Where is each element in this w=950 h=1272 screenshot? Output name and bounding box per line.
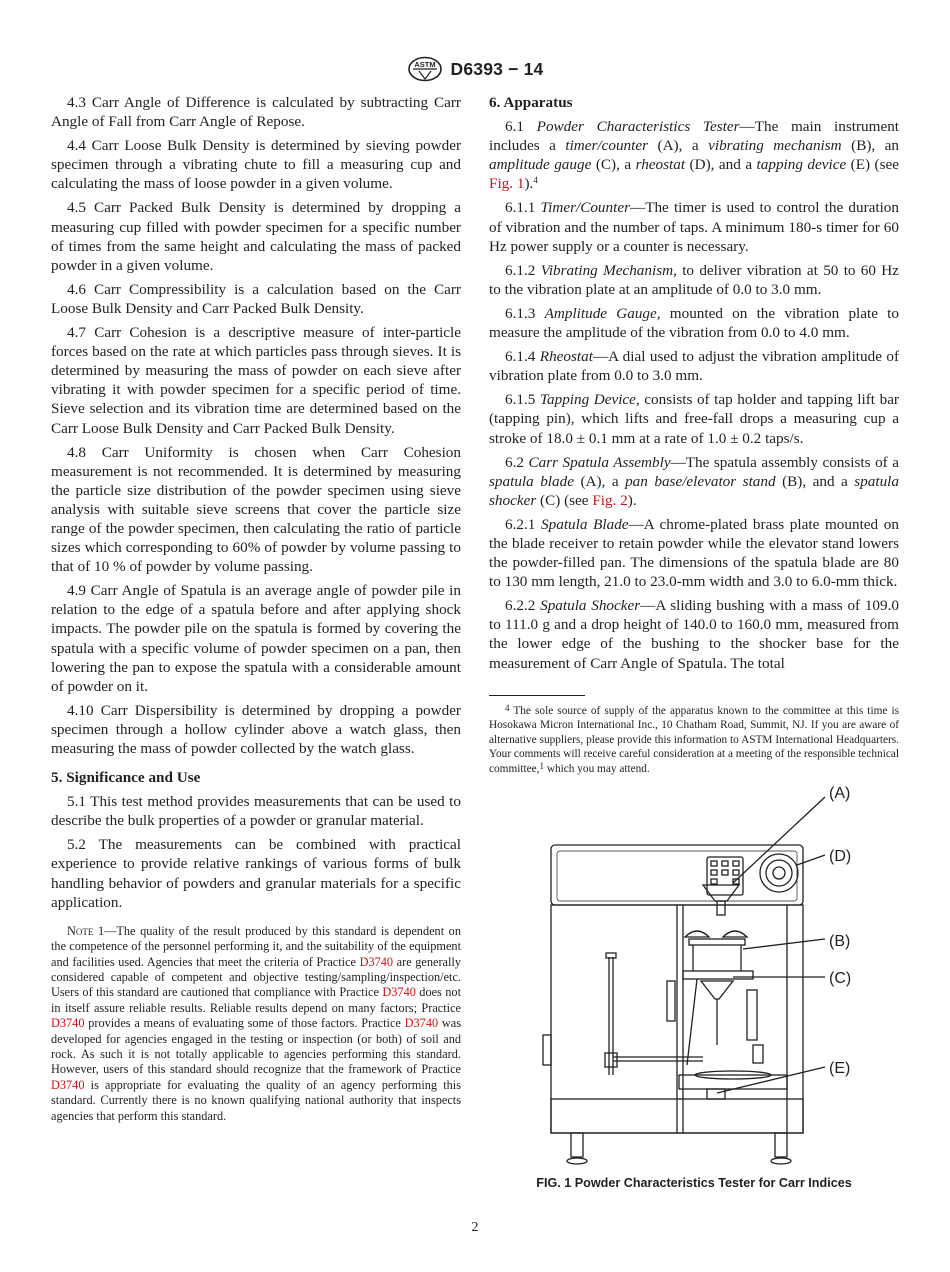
page-number: 2 xyxy=(471,1220,479,1235)
label-b: (B) xyxy=(829,933,851,950)
tapping-device xyxy=(679,1075,787,1089)
note-label: Note 1 xyxy=(67,923,105,938)
d3740-link[interactable]: D3740 xyxy=(51,1077,85,1092)
paragraph-6-1: 6.1 Powder Characteristics Tester—The main instrument includes a timer/counter (A), a vibrating mechanism (B), an amplitude gauge (C), a rheostat (D), and a tapping device (E) (see Fig. 1).$^4$ xyxy=(489,118,900,193)
paragraph-4-6: 4.6 Carr Compressibility is a calculation based on the Carr Loose Bulk Density and Carr Packed Bulk Density. xyxy=(51,280,461,317)
paragraph-5-1: 5.1 This test method provides measurements that can be used to describe the bulk properties of a powder or granular material. xyxy=(51,793,461,830)
svg-text:ASTM: ASTM xyxy=(413,60,436,69)
label-c: (C) xyxy=(829,970,852,987)
paragraph-6-1-4: 6.1.4 Rheostat—A dial used to adjust the vibration amplitude of vibration plate from 0.0 to 3.0 mm. xyxy=(489,348,900,385)
figure-1-illustration xyxy=(507,775,887,1175)
label-d: (D) xyxy=(829,848,852,865)
fig-2-link[interactable]: Fig. 2 xyxy=(592,491,628,509)
paragraph-4-3: 4.3 Carr Angle of Difference is calculated by subtracting Carr Angle of Fall from Carr Angle of Repose. xyxy=(51,94,461,131)
note-1: Note 1—The quality of the result produced by this standard is dependent on the competence of the personnel performing it, and the suitability of the equipment and facilities used. Agencies that meet the criteria of Practice D3740 are generally considered capable of competent and objective testing/sampling/inspection/etc. Users of this standard are cautioned that compliance with Practice D3740 does not in itself assure reliable results. Reliable results depend on many factors; Practice D3740 provides a means of evaluating some of those factors. Practice D3740 was developed for agencies engaged in the testing or inspection (or both) of soil and rock. As such it is not totally applicable to agencies performing this standard. However, users of this standard should recognize that the framework of Practice D3740 is appropriate for evaluating the quality of an agency performing this standard. Currently there is no known qualifying national authority that inspects agencies that perform this standard. xyxy=(51,923,461,1123)
left-column xyxy=(51,93,461,1124)
leader-line-a xyxy=(733,797,825,883)
figure-1-caption: FIG. 1 Powder Characteristics Tester for Carr Indices xyxy=(536,1176,852,1190)
d3740-link[interactable]: D3740 xyxy=(359,954,394,969)
amplitude-gauge xyxy=(701,981,733,999)
paragraph-6-1-5: 6.1.5 Tapping Device, consists of tap holder and tapping lift bar (tapping pin), which lifts and free-fall drops a measuring cup a stroke of 18.0 ± 0.1 mm at a rate of 1.0 ± 0.2 taps/s. xyxy=(489,391,899,447)
timer-counter-panel xyxy=(707,857,743,895)
vibrating-mechanism xyxy=(689,939,745,945)
paragraph-6-2-2: 6.2.2 Spatula Shocker—A sliding bushing with a mass of 109.0 to 111.0 g and a drop height of 140.0 to 160.0 mm, measured from the lower edge of the bushing to the shocker base for the measurement of Carr Angle of Spatula. The total xyxy=(489,597,899,672)
right-column xyxy=(489,93,899,777)
d3740-link[interactable]: D3740 xyxy=(51,1016,85,1031)
paragraph-6-1-3: 6.1.3 Amplitude Gauge, mounted on the vibration plate to measure the amplitude of the vibration from 0.0 to 4.0 mm. xyxy=(489,304,899,342)
section-6-heading: 6. Apparatus xyxy=(489,94,573,111)
footnote-divider xyxy=(489,695,585,696)
paragraph-6-2-1: 6.2.1 Spatula Blade—A chrome-plated brass plate mounted on the blade receiver to retain powder while the elevator stand lowers the powder-filled pan. The dimensions of the spatula blade are 80 to 130 mm length, 21.0 to 23.0-mm width and 3.0 to 6.0-mm thick. xyxy=(489,515,899,591)
page-header xyxy=(0,56,950,82)
fig-1-link[interactable]: Fig. 1 xyxy=(489,175,525,193)
label-a: (A) xyxy=(829,785,851,802)
paragraph-6-1-2: 6.1.2 Vibrating Mechanism, to deliver vibration at 50 to 60 Hz to the vibration plate at an amplitude of 0.0 to 3.0 mm. xyxy=(489,261,900,298)
tester-top-housing xyxy=(551,845,803,905)
paragraph-5-2: 5.2 The measurements can be combined with practical experience to provide relative rankings of various forms of bulk handling behavior of powders and granular materials for a specific application. xyxy=(51,836,461,911)
paragraph-4-5: 4.5 Carr Packed Bulk Density is determined by dropping a measuring cup filled with powder specimen for a specific number of times from the same height and calculating the mass of packed powder in a given volume. xyxy=(51,199,461,274)
footnote-4: $^4$ The sole source of supply of the apparatus known to the committee at this time is Hosokawa Micron International Inc., 10 Chatham Road, Summit, NJ. If you are aware of alternative suppliers, please provide this information to ASTM International Headquarters. Your comments will receive careful consideration at a meeting of the responsible technical committee,$^1$ which you may attend. xyxy=(489,702,899,775)
d3740-link[interactable]: D3740 xyxy=(404,1016,439,1031)
d3740-link[interactable]: D3740 xyxy=(382,985,416,1000)
label-e: (E) xyxy=(829,1060,851,1077)
paragraph-6-1-1: 6.1.1 Timer/Counter—The timer is used to control the duration of vibration and the number of taps. A minimum 180-s timer for 60 Hz power supply or a counter is necessary. xyxy=(489,199,899,255)
leader-line-b xyxy=(743,939,825,949)
paragraph-4-10: 4.10 Carr Dispersibility is determined by dropping a powder specimen through a hollow cylinder above a watch glass, then measuring the mass of powder collected by the watch glass. xyxy=(51,701,461,757)
standard-designation: D6393 − 14 xyxy=(450,58,544,79)
footnote-4-ref[interactable]: 4 xyxy=(533,175,538,186)
paragraph-6-2: 6.2 Carr Spatula Assembly—The spatula assembly consists of a spatula blade (A), a pan base/elevator stand (B), and a spatula shocker (C) (see Fig. 2). xyxy=(489,453,899,509)
paragraph-4-4: 4.4 Carr Loose Bulk Density is determined by sieving powder specimen through a vibrating chute to fill a measuring cup and calculating the mass of loose powder in a given volume. xyxy=(51,137,461,193)
paragraph-4-8: 4.8 Carr Uniformity is chosen when Carr Cohesion measurement is not recommended. It is determined by measuring the particle size distribution of the powder specimen using sieve analysis with suitable sieve screens that cover the particle size range of the powder specimen, then calculating the ratio of particle sizes which corresponding to 60% of powder by volume passing to that of 10 % of powder by volume passing. xyxy=(51,443,461,576)
paragraph-4-9: 4.9 Carr Angle of Spatula is an average angle of powder pile in relation to the edge of a spatula before and after applying shock impacts. The powder pile on the spatula is formed by covering the spatula with a specific volume of powder specimen on a pan, then lowering the pan to expose the spatula with a considerable amount of powder on it. xyxy=(51,582,461,695)
paragraph-4-7: 4.7 Carr Cohesion is a descriptive measure of inter-particle forces based on the rate at which particles pass through sieves. It is determined by measuring the mass of powder on each sieve after vibrating it with powder specimen for a specific period of time. Sieve selection and its vibration time are determined based on the Carr Loose Bulk Density and Carr Packed Bulk Density. xyxy=(51,324,461,437)
section-5-heading: 5. Significance and Use xyxy=(51,769,201,787)
leader-line-d xyxy=(797,855,825,865)
astm-logo-icon xyxy=(407,56,443,82)
